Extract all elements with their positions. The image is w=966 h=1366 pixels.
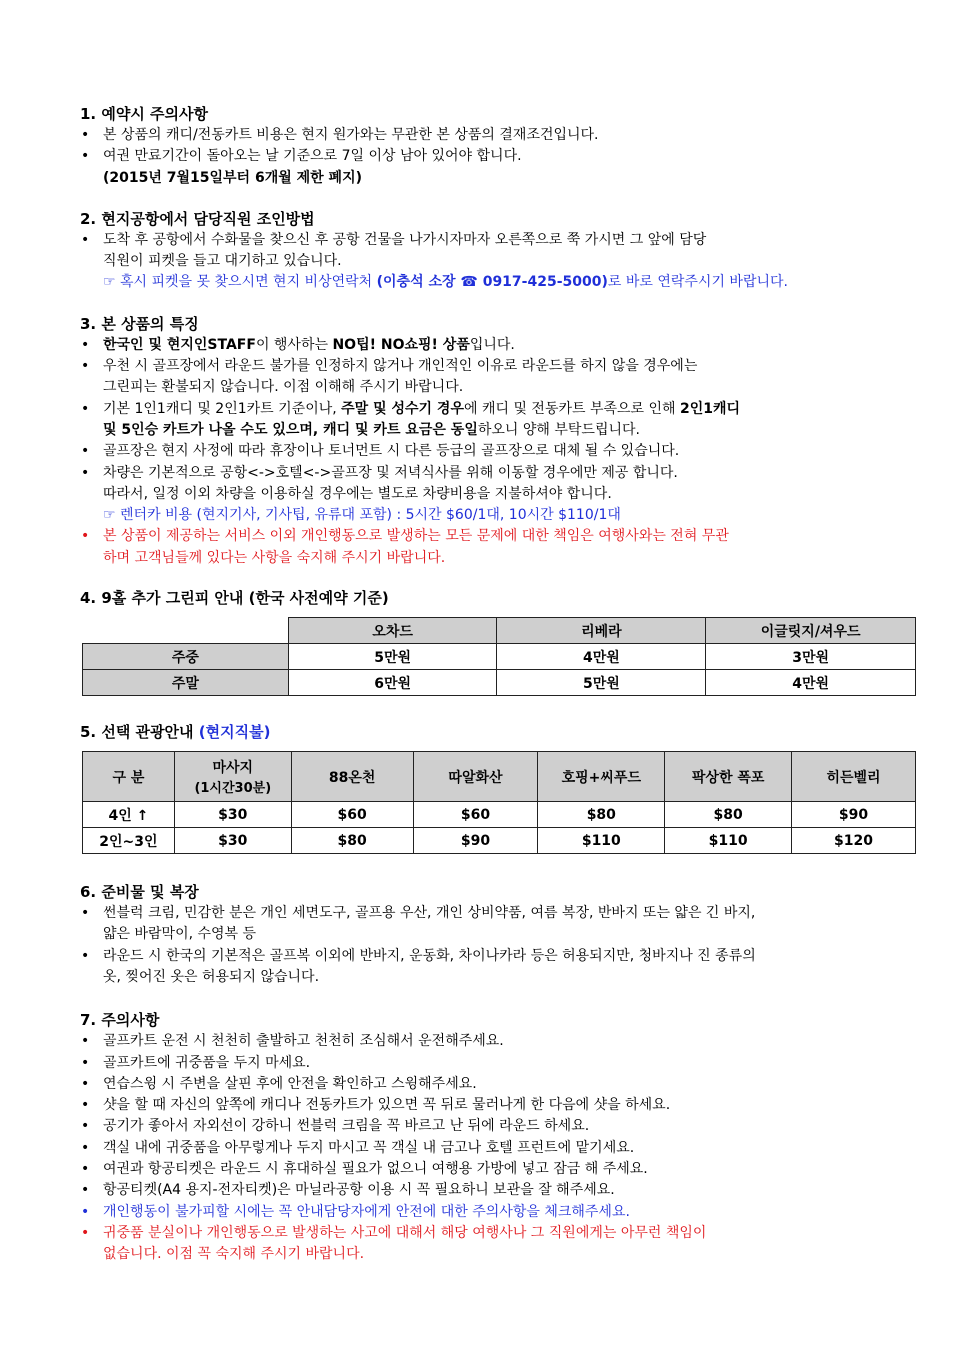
rental-car-note	[103, 505, 922, 526]
table-header-cell: 팍상한 폭포	[665, 752, 792, 802]
list-item-text: 얇은 바람막이, 수영복 등	[103, 926, 257, 943]
list-item-text: • 도착 후 공항에서 수화물을 찾으신 후 공항 건물을 나가시자마자 오른쪽으로 쭉 가시면 그 앞에 담당	[103, 231, 707, 248]
table-cell: 6만원	[288, 670, 497, 696]
text: 이 행사하는	[255, 336, 333, 353]
section-reservation-notes	[80, 104, 922, 189]
table-header-cell	[174, 752, 291, 802]
list-item-text: • 본 상품의 캐디/전동카트 비용은 현지 원가와는 무관한 본 상품의 결재조건입니다.	[103, 127, 599, 143]
table-cell: $80	[538, 802, 665, 828]
list-item	[80, 946, 922, 989]
list-item	[80, 1180, 922, 1201]
note-text: 로 바로 연락주시기 바랍니다.	[607, 274, 788, 291]
list-item	[80, 1138, 922, 1159]
list-item	[80, 903, 922, 946]
list-item	[80, 399, 922, 442]
section-optional-tours	[80, 722, 922, 854]
list-item-warning	[80, 526, 922, 569]
table-cell: $30	[174, 828, 291, 854]
list-item	[80, 441, 922, 462]
list-item	[80, 1159, 922, 1180]
table-header-cell: 구 분	[83, 752, 175, 802]
pointing-hand-icon: ☞	[103, 507, 116, 524]
list-item-text: • 본 상품이 제공하는 서비스 이외 개인행동으로 발생하는 모든 문제에 대한 책임은 여행사와는 전혀 무관	[103, 528, 729, 545]
note-text: 혹시 피켓을 못 찾으시면 현지 비상연락처	[120, 274, 377, 291]
document-page	[80, 104, 922, 1266]
text: 하오니 양해 부탁드립니다.	[477, 421, 640, 438]
list-item	[80, 1074, 922, 1095]
title-highlight: (현지직불)	[198, 723, 271, 742]
bold-text: 한국인 및 현지인STAFF	[103, 336, 256, 353]
table-header-row	[83, 618, 916, 644]
table-row-header: 2인~3인	[83, 828, 175, 854]
table-header-cell: 리베라	[497, 618, 706, 644]
list-item	[80, 1095, 922, 1116]
list-item-text: • 객실 내에 귀중품을 아무렇게나 두지 마시고 꼭 객실 내 금고나 호텔 프런트에 맡기세요.	[103, 1139, 635, 1156]
list-item-text: • 샷을 할 때 자신의 앞쪽에 캐디나 전동카트가 있으면 꼭 뒤로 물러나게 한 다음에 샷을 하세요.	[103, 1097, 671, 1114]
list-item-text: • 귀중품 분실이나 개인행동으로 발생하는 사고에 대해서 해당 여행사나 그 직원에게는 아무런 책임이	[103, 1224, 707, 1241]
list-item	[80, 146, 922, 167]
table-header-cell: 88온천	[291, 752, 413, 802]
section-greenfee-table	[80, 588, 922, 696]
table-row-header: 4인 ↑	[83, 802, 175, 828]
section-title: 6. 준비물 및 복장	[80, 883, 199, 902]
passport-note: (2015년 7월15일부터 6개월 제한 폐지)	[103, 169, 362, 186]
list-item	[80, 356, 922, 399]
list-item-text: • 차량은 기본적으로 공항<->호텔<->골프장 및 저녁식사를 위해 이동할 경우에만 제공 합니다.	[103, 464, 678, 481]
list-item-text: 하며 고객님들께 있다는 사항을 숙지해 주시기 바랍니다.	[103, 549, 446, 566]
list-item	[80, 1053, 922, 1074]
list-item-text: • 우천 시 골프장에서 라운드 불가를 인정하지 않거나 개인적인 이유로 라운드를 하지 않을 경우에는	[103, 358, 698, 375]
table-cell: $60	[413, 802, 538, 828]
table-row-header: 주중	[83, 644, 289, 670]
header-line: 마사지	[212, 760, 254, 777]
section-title	[80, 722, 922, 743]
list-item-text: • 공기가 좋아서 자외선이 강하니 썬블럭 크림을 꼭 바르고 난 뒤에 라운드 하세요.	[103, 1118, 590, 1135]
list-item	[80, 463, 922, 527]
tour-price-table	[82, 751, 916, 854]
table-row-header: 주말	[83, 670, 289, 696]
table-header-cell: 오차드	[288, 618, 497, 644]
list-item	[80, 335, 922, 356]
table-cell: $110	[538, 828, 665, 854]
table-row	[83, 802, 916, 828]
emergency-contact: (이충석 소장 ☎ 0917-425-5000)	[376, 274, 608, 291]
table-row	[83, 644, 916, 670]
section-title: 2. 현지공항에서 담당직원 조인방법	[80, 209, 315, 228]
table-cell: 4만원	[497, 644, 706, 670]
table-corner	[83, 618, 289, 644]
list-item-text: • 여권 만료기간이 돌아오는 날 기준으로 7일 이상 남아 있어야 합니다.	[103, 148, 522, 165]
table-cell: $30	[174, 802, 291, 828]
table-cell: 5만원	[288, 644, 497, 670]
list-item-text: • 라운드 시 한국의 기본적은 골프복 이외에 반바지, 운동화, 차이나카라 등은 허용되지만, 청바지나 진 종류의	[103, 947, 756, 964]
table-cell: $90	[792, 802, 916, 828]
list-item	[80, 125, 922, 146]
bold-text: 2인1캐디	[680, 400, 741, 417]
list-item-text: • 연습스윙 시 주변을 살핀 후에 안전을 확인하고 스윙해주세요.	[103, 1075, 477, 1092]
section-preparation	[80, 882, 922, 988]
table-header-cell: 따알화산	[413, 752, 538, 802]
bold-text: 주말 및 성수기 경우	[341, 400, 464, 417]
bold-text: NO팁! NO쇼핑! 상품	[332, 336, 470, 353]
section-title: 7. 주의사항	[80, 1011, 160, 1030]
table-cell: $110	[665, 828, 792, 854]
list-item	[80, 1116, 922, 1137]
list-item-notice	[80, 1202, 922, 1223]
section-title: 3. 본 상품의 특징	[80, 314, 199, 333]
text: 기본 1인1캐디 및 2인1카트 기준이나,	[103, 400, 342, 417]
table-row	[83, 670, 916, 696]
table-cell: $60	[291, 802, 413, 828]
table-cell: 3만원	[706, 644, 916, 670]
list-item	[80, 1031, 922, 1052]
list-item-warning	[80, 1223, 922, 1266]
list-item-text: 없습니다. 이점 꼭 숙지해 주시기 바랍니다.	[103, 1246, 365, 1263]
table-header-cell: 호핑+씨푸드	[538, 752, 665, 802]
note-text: 렌터카 비용 (현지기사, 기사팁, 유류대 포함) : 5시간 $60/1대, 10시간 $110/1대	[120, 507, 621, 524]
section-title: 1. 예약시 주의사항	[80, 105, 209, 123]
list-item-text: • 골프장은 현지 사정에 따라 휴장이나 토너먼트 시 다른 등급의 골프장으로 대체 될 수 있습니다.	[103, 443, 680, 460]
list-item-text: • 골프카트에 귀중품을 두지 마세요.	[103, 1054, 311, 1071]
table-header-row	[83, 752, 916, 802]
section-cautions	[80, 1010, 922, 1265]
title-text: 5. 선택 관광안내	[80, 723, 199, 742]
list-item-text: 직원이 피켓을 들고 대기하고 있습니다.	[103, 253, 342, 270]
table-header-cell: 히든벨리	[792, 752, 916, 802]
list-item-text: • 골프카트 운전 시 천천히 출발하고 천천히 조심해서 운전해주세요.	[103, 1033, 504, 1050]
list-item-text: • 여권과 항공티켓은 라운드 시 휴대하실 필요가 없으니 여행용 가방에 넣고 잠금 해 주세요.	[103, 1161, 648, 1178]
table-cell: $80	[291, 828, 413, 854]
table-cell: $80	[665, 802, 792, 828]
emergency-contact-note	[80, 272, 922, 293]
text: 에 캐디 및 전동카트 부족으로 인해	[463, 400, 681, 417]
list-item-text: 옷, 찢어진 옷은 허용되지 않습니다.	[103, 968, 320, 985]
table-cell: 5만원	[497, 670, 706, 696]
list-item-text: • 개인행동이 불가피할 시에는 꼭 안내담당자에게 안전에 대한 주의사항을 체크해주세요.	[103, 1203, 630, 1220]
table-row	[83, 828, 916, 854]
header-line: (1시간30분)	[194, 781, 272, 797]
table-cell: $90	[413, 828, 538, 854]
text: 입니다.	[469, 336, 515, 353]
table-header-cell: 이글릿지/셔우드	[706, 618, 916, 644]
greenfee-table	[82, 617, 916, 696]
list-item	[80, 230, 922, 273]
pointing-hand-icon: ☞	[103, 274, 116, 291]
section-title: 4. 9홀 추가 그린피 안내 (한국 사전예약 기준)	[80, 589, 389, 608]
section-product-features	[80, 314, 922, 569]
list-item-text: 그린피는 환불되지 않습니다. 이점 이해해 주시기 바랍니다.	[103, 379, 464, 396]
list-item-text: • 썬블럭 크림, 민감한 분은 개인 세면도구, 골프용 우산, 개인 상비약품, 여름 복장, 반바지 또는 얇은 긴 바지,	[103, 905, 756, 922]
list-item-text: • 항공티켓(A4 용지-전자티켓)은 마닐라공항 이용 시 꼭 필요하니 보관을 잘 해주세요.	[103, 1182, 615, 1199]
section-airport-meeting	[80, 209, 922, 294]
bold-text: 및 5인승 카트가 나올 수도 있으며, 캐디 및 카트 요금은 동일	[103, 421, 478, 438]
table-cell: 4만원	[706, 670, 916, 696]
table-cell: $120	[792, 828, 916, 854]
list-item-text: 따라서, 일정 이외 차량을 이용하실 경우에는 별도로 차량비용을 지불하셔야 합니다.	[103, 485, 612, 502]
